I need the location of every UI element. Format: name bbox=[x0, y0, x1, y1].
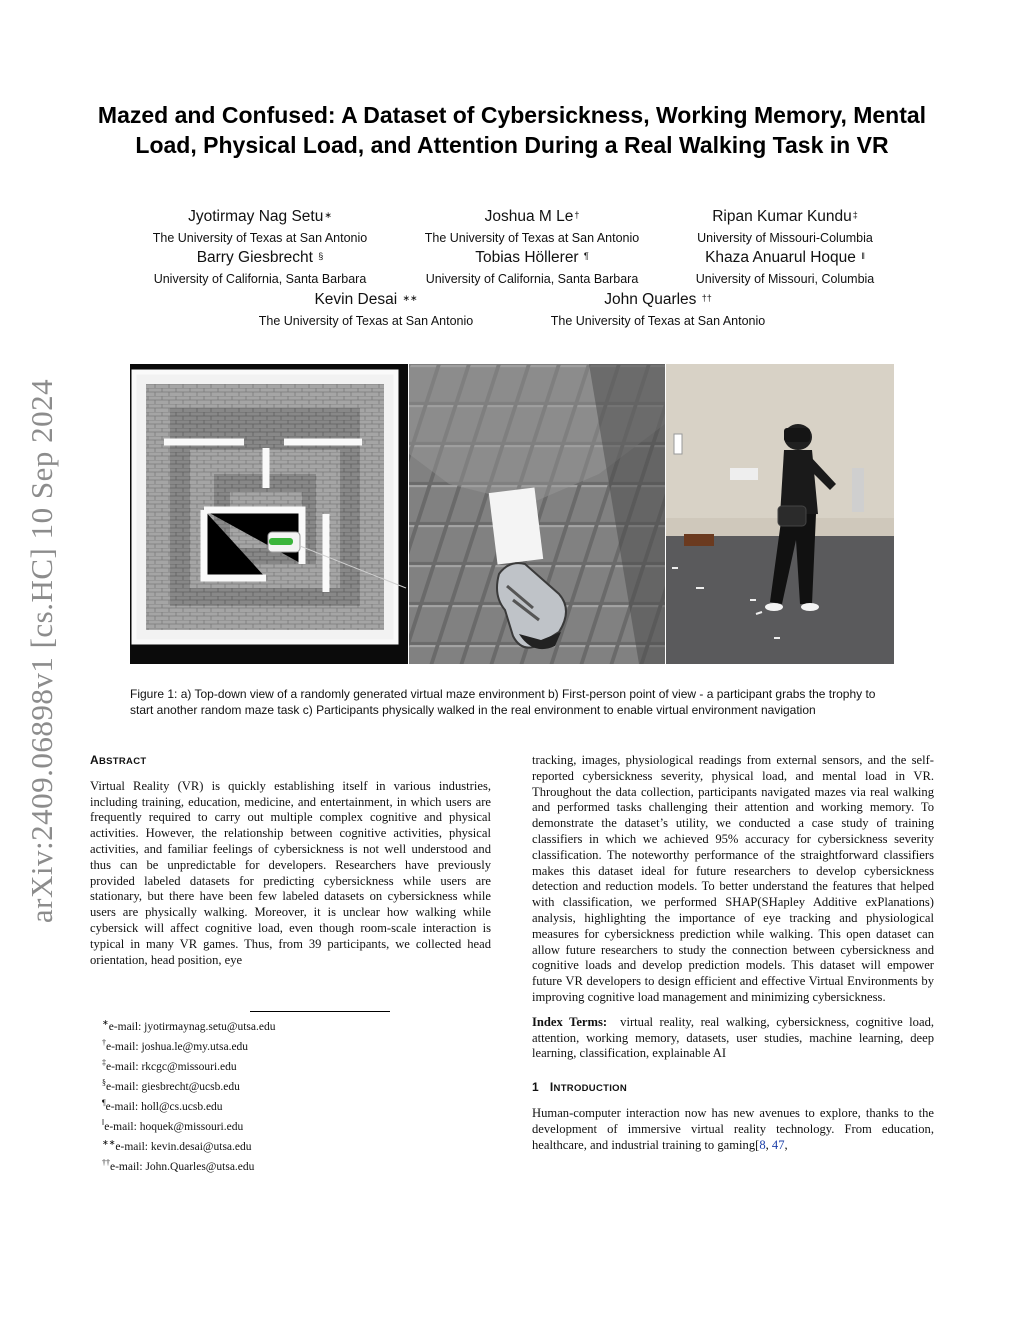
citation-link[interactable]: 8 bbox=[759, 1137, 766, 1152]
first-person-vr-image bbox=[409, 364, 665, 664]
author-name: Jyotirmay Nag Setu∗ bbox=[188, 208, 332, 225]
author-affiliation: The University of Texas at San Antonio bbox=[424, 231, 640, 245]
footnote: ¶e-mail: holl@cs.ucsb.edu bbox=[102, 1098, 223, 1113]
author-affiliation: The University of Texas at San Antonio bbox=[258, 314, 474, 328]
maze-illustration bbox=[130, 364, 408, 664]
introduction-heading: 1 INTRODUCTION bbox=[532, 1080, 628, 1095]
right-column bbox=[532, 753, 934, 1153]
figure-1 bbox=[130, 364, 894, 664]
author-block bbox=[236, 290, 496, 330]
author-affiliation: University of California, Santa Barbara bbox=[153, 272, 367, 286]
author-affiliation: University of Missouri-Columbia bbox=[697, 231, 873, 245]
author-block bbox=[130, 248, 390, 288]
author-name: Khaza Anuarul Hoque ‖ bbox=[705, 249, 865, 266]
left-column bbox=[90, 753, 491, 968]
author-block bbox=[130, 207, 390, 247]
participant-photo-illustration bbox=[666, 364, 894, 664]
index-terms: Index Terms: virtual reality, real walking, cybersickness, cognitive load, attention, working memory, datasets, user studies, machine learning, deep learning, classification, explainable AI bbox=[532, 1014, 935, 1061]
paper-title: Mazed and Confused: A Dataset of Cybersickness, Working Memory, Mental Load, Physical Load, and Attention During a Real Walking Task in VR bbox=[97, 102, 927, 158]
author-name: Tobias Höllerer ¶ bbox=[475, 249, 589, 266]
author-block bbox=[528, 290, 788, 330]
author-name: Joshua M Le† bbox=[484, 208, 580, 225]
author-affiliation: The University of Texas at San Antonio bbox=[152, 231, 368, 245]
footnote: ‖e-mail: hoquek@missouri.edu bbox=[102, 1118, 244, 1133]
author-affiliation: University of California, Santa Barbara bbox=[425, 272, 639, 286]
footnote: ∗∗e-mail: kevin.desai@utsa.edu bbox=[102, 1138, 252, 1154]
author-block bbox=[662, 248, 908, 288]
arxiv-identifier: arXiv:2409.06898v1 [cs.HC] 10 Sep 2024 bbox=[24, 378, 59, 924]
author-name: Barry Giesbrecht § bbox=[196, 249, 324, 266]
author-block bbox=[662, 207, 908, 247]
footnotes bbox=[102, 1015, 402, 1175]
index-terms-label: Index Terms: bbox=[532, 1014, 608, 1029]
footnote: ∗e-mail: jyotirmaynag.setu@utsa.edu bbox=[102, 1018, 276, 1033]
author-name: Kevin Desai ∗∗ bbox=[314, 291, 418, 308]
maze-top-down-image bbox=[130, 364, 408, 664]
citation-link[interactable]: 47 bbox=[771, 1137, 785, 1152]
abstract-text: Virtual Reality (VR) is quickly establishing itself in various industries, including training, education, medicine, and entertainment, in which users are frequently required to carry out multiple complex cognitive and physical activities. However, the relationship between cognitive activities, physical activities, and familiar feelings of cybersickness is not well understood and thus can be unpredictable for developers. Researchers have previously provided labeled datasets for predicting cybersickness while users are stationary, but there have been few labeled datasets on cybersickness while users are physically walking. Moreover, it is unclear how walking while cybersick will affect cognitive load, even though room-scale interaction is typical in many VR games. Thus, from 39 participants, we collected head orientation, head position, eye bbox=[90, 778, 491, 967]
footnote: §e-mail: giesbrecht@ucsb.edu bbox=[102, 1078, 240, 1093]
real-world-photo bbox=[666, 364, 894, 664]
abstract-heading: ABSTRACT bbox=[90, 753, 147, 767]
footnote: †e-mail: joshua.le@my.utsa.edu bbox=[102, 1038, 249, 1053]
abstract-continued: tracking, images, physiological readings from external sensors, and the self-reported cybersickness severity, physical load, and mental load in VR. Throughout the data collection, participants navigated mazes via real walking and performed tasks challenging their attention and working memory. To demonstrate the dataset’s utility, we conducted a case study of training classifiers in which we achieved 95% accuracy for cybersickness severity classification. The noteworthy performance of the straightforward classifiers makes this dataset ideal for future researchers to develop cybersickness detection and reduction models. To better understand the features that helped with classification, we performed SHAP(SHapley Additive exPlanations) analysis, highlighting the importance of eye tracking and physiological measures for cybersickness prediction while walking. This open dataset can allow future researchers to study the connection between cybersickness and cognitive loads and develop prediction models. This dataset will empower future VR developers to design efficient and effective Virtual Environments by improving cognitive load management and minimizing cybersickness. bbox=[532, 753, 934, 1004]
figure-caption: Figure 1: a) Top-down view of a randomly generated virtual maze environment b) First-person point of view - a participant grabs the trophy to start another random maze task c) Participants physically walked in the real environment to enable virtual environment navigation bbox=[130, 687, 876, 717]
author-affiliation: The University of Texas at San Antonio bbox=[550, 314, 766, 328]
author-block bbox=[402, 207, 662, 247]
footnote: ††e-mail: John.Quarles@utsa.edu bbox=[102, 1158, 255, 1174]
author-name: John Quarles †† bbox=[604, 291, 712, 308]
author-name: Ripan Kumar Kundu‡ bbox=[712, 208, 858, 225]
introduction-text: Human-computer interaction now has new avenues to explore, thanks to the development of immersive virtual reality technology. From education, healthcare, and industrial training to gaming[8, 47, bbox=[532, 1105, 934, 1152]
author-block bbox=[402, 248, 662, 288]
footnote-rule bbox=[250, 1011, 390, 1012]
vr-view-illustration bbox=[409, 364, 665, 664]
author-affiliation: University of Missouri, Columbia bbox=[695, 272, 875, 286]
footnote: ‡e-mail: rkcgc@missouri.edu bbox=[102, 1058, 237, 1073]
